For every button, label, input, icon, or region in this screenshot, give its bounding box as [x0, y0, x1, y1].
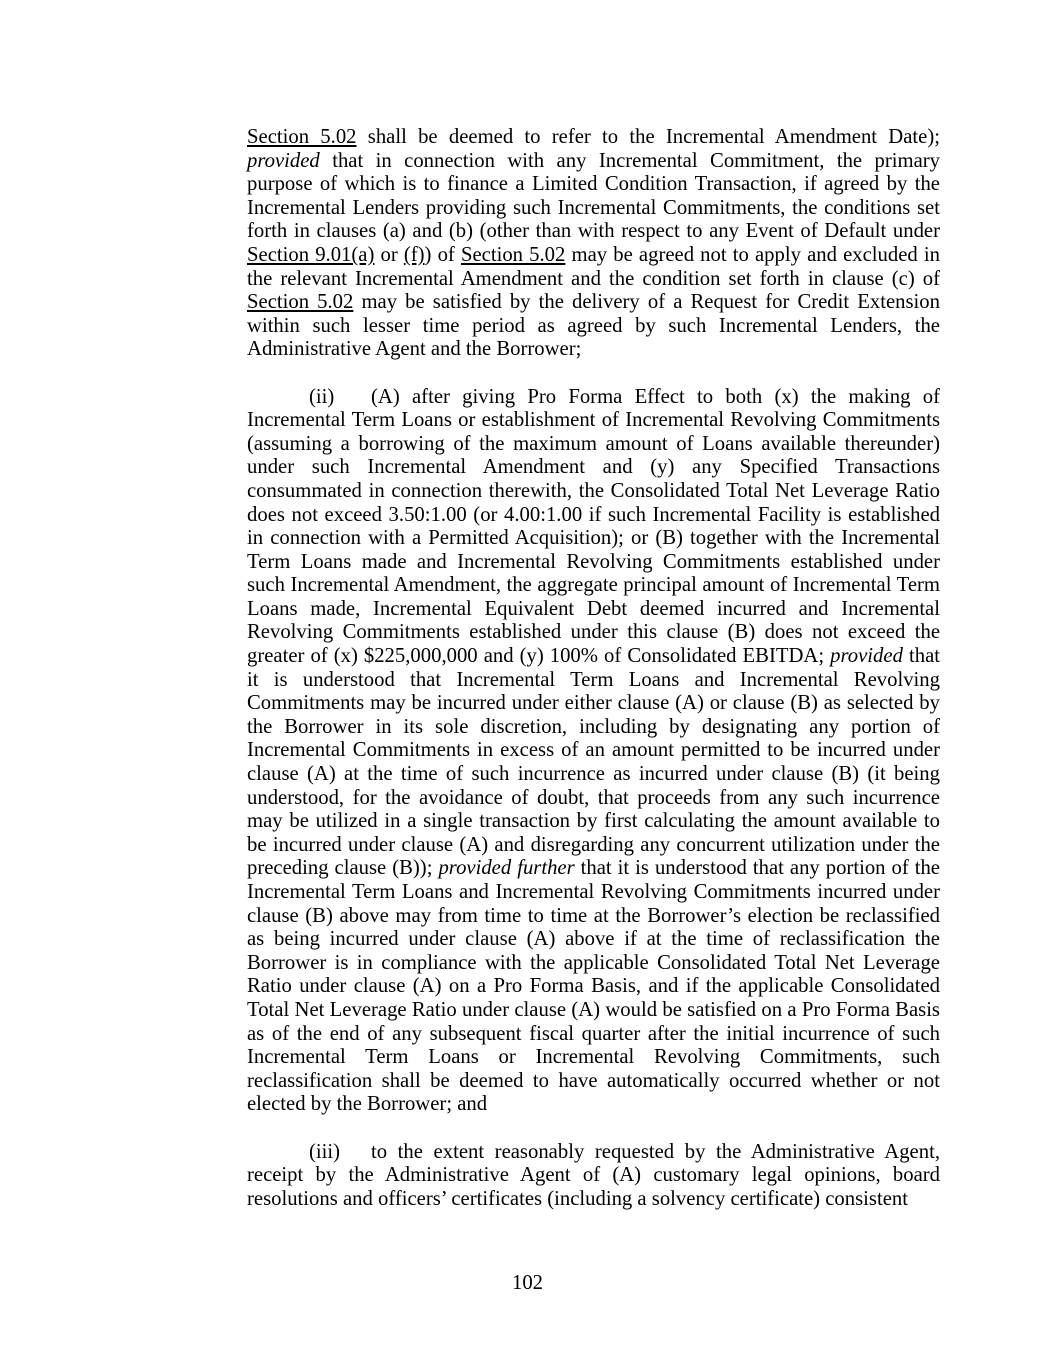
text-run: ) of [424, 243, 461, 266]
paragraph-continuation [247, 126, 940, 362]
section-ref: Section 9.01(a) [247, 243, 375, 266]
text-run: that it is understood that any portion of the Incremental Term Loans and Incremental Revolving Commitments incurred under clause (B) above may from time to time at the Borrower’s election be reclassified as being incurred under clause (A) above if at the time of reclassification the Borrower is in compliance with the applicable Consolidated Total Net Leverage Ratio under clause (A) on a Pro Forma Basis, and if the applicable Consolidated Total Net Leverage Ratio under clause (A) would be satisfied on a Pro Forma Basis as of the end of any subsequent fiscal quarter after the initial incurrence of such Incremental Term Loans or Incremental Revolving Commitments, such reclassification shall be deemed to have automatically occurred whether or not elected by the Borrower; and [247, 857, 940, 1116]
italic-run: provided [247, 149, 320, 172]
text-run: may be agreed not to apply and excluded in the relevant Incremental Amendment and the condition set forth in clause (c) of [247, 243, 940, 290]
page-number: 102 [511, 1272, 544, 1294]
body-text [247, 126, 940, 1211]
text-run: that in connection with any Incremental Commitment, the primary purpose of which is to finance a Limited Condition Transaction, if agreed by the Incremental Lenders providing such Incremental Commitments, the conditions set forth in clauses (a) and (b) (other than with respect to any Event of Default under [247, 149, 940, 243]
text-run: shall be deemed to refer to the Incremental Amendment Date); [356, 126, 940, 148]
clause-ii-label: (ii) [309, 385, 335, 408]
section-ref: (f) [403, 243, 425, 266]
text-run: to the extent reasonably requested by the Administrative Agent, receipt by the Administrative Agent of (A) customary legal opinions, board resolutions and officers’ certificates (including a solvency certificate) consistent [247, 1140, 940, 1210]
text-run: (A) after giving Pro Forma Effect to both (x) the making of Incremental Term Loans or establishment of Incremental Revolving Commitments (assuming a borrowing of the maximum amount of Loans available thereunder) under such Incremental Amendment and (y) any Specified Transactions consummated in connection therewith, the Consolidated Total Net Leverage Ratio does not exceed 3.50:1.00 (or 4.00:1.00 if such Incremental Facility is established in connection with a Permitted Acquisition); or (B) together with the Incremental Term Loans made and Incremental Revolving Commitments established under such Incremental Amendment, the aggregate principal amount of Incremental Term Loans made, Incremental Equivalent Debt deemed incurred and Incremental Revolving Commitments established under this clause (B) does not exceed the greater of (x) $225,000,000 and (y) 100% of Consolidated EBITDA; [247, 385, 940, 668]
clause-iii-label: (iii) [309, 1140, 341, 1163]
paragraph-clause-ii [247, 386, 940, 1117]
page-footer [0, 1272, 1055, 1296]
section-ref: Section 5.02 [247, 126, 357, 148]
italic-run: provided [830, 645, 903, 668]
paragraph-clause-iii [247, 1141, 940, 1212]
text-run: may be satisfied by the delivery of a Request for Credit Extension within such lesser time period as agreed by such Incremental Lenders, the Administrative Agent and the Borrower; [247, 291, 940, 361]
text-run: that it is understood that Incremental Term Loans and Incremental Revolving Commitments may be incurred under either clause (A) or clause (B) as selected by the Borrower in its sole discretion, including by designating any portion of Incremental Commitments in excess of an amount permitted to be incurred under clause (A) at the time of such incurrence as incurred under clause (B) (it being understood, for the avoidance of doubt, that proceeds from any such incurrence may be utilized in a single transaction by first calculating the amount available to be incurred under clause (A) and disregarding any concurrent utilization under the preceding clause (B)); [247, 645, 940, 880]
section-ref: Section 5.02 [247, 291, 354, 314]
italic-run: provided further [438, 857, 575, 880]
section-ref: Section 5.02 [460, 243, 566, 266]
text-run: or [374, 243, 404, 266]
